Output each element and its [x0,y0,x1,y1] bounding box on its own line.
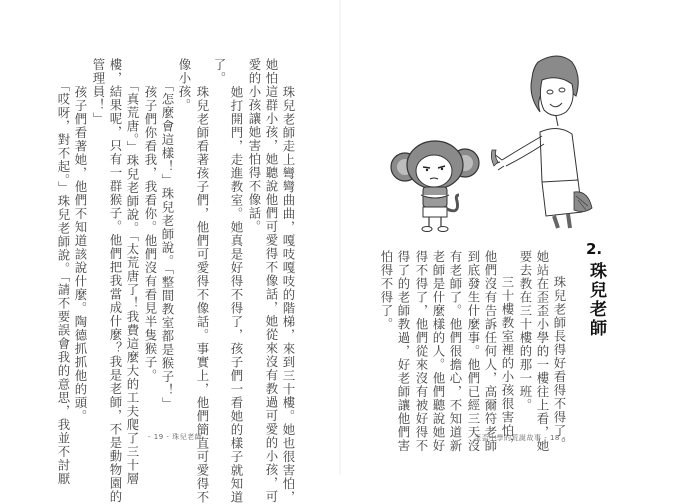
text-column: 得不得了，他們從來沒有被好得不 [414,250,429,453]
text-column: 到底發生什麼事。他們已經三天沒 [466,250,481,453]
text-column: 孩子們看著她，他們不知道該說什麼。陶德抓抓他的頭。 [73,72,88,423]
text-column: 「怎麼會這樣！」珠兒老師說。「整間教室都是猴子！」 [160,72,175,411]
text-column: 管理員！」 [91,58,106,126]
text-column: 珠兒老師走上彎彎曲曲，嘎吱嘎吱的階梯，來到三十樓。她也很害怕， [281,72,296,504]
text-column: 三十樓教室裡的小孩很害怕， [500,262,515,451]
text-column: 孩子們你看我，我看你。他們沒有看見半隻猴子。 [143,72,158,383]
text-column: 珠兒老師長得好看得不得了。 [552,262,567,451]
text-column: 「哎呀，對不起。」珠兒老師說。「請不要誤會我的意思，我並不討厭 [56,72,71,486]
chapter-title: 珠兒老師 [586,262,606,338]
text-column: 她打開門，走進教室。她真是好得不得了，孩子們一看她的樣子就知道 [229,72,244,504]
text-column: 她怕這群小孩，她聽說他們可愛得不像話，她從來沒有教過可愛的小孩，可 [264,58,279,504]
text-column: 愛的小孩讓她害怕得不像話。 [247,58,262,234]
text-column: 樓，結果呢，只有一群猴子。他們把我當成什麼？我是老師，不是動物園的 [108,58,123,504]
chapter-number: 2. [586,240,603,258]
page-footer-left: - 19 - 珠兒老師 [148,433,203,441]
teacher-illustration [488,50,608,230]
page-footer-right: 歪歪小學的荒誕故事 - 18 - [474,434,566,442]
text-column: 他們沒有告訴任何人，高爾符老師 [483,250,498,453]
monkey-child-illustration [385,135,495,235]
text-column: 有老師了。他們很擔心，不知道新 [448,250,463,453]
text-column: 珠兒老師看著孩子們，他們可愛得不像話。事實上，他們簡直可愛得不 [195,72,210,504]
text-column: 了。 [212,58,227,85]
text-column: 怕得不得了。 [379,250,394,331]
text-column: 像小孩。 [177,58,192,112]
text-column: 「真荒唐。」珠兒老師說。「太荒唐了！我費這麼大的工夫爬了三十層 [125,72,140,486]
text-column: 老師是什麼樣的人。他們聽說她好 [431,250,446,453]
text-column: 得了的老師教過，好老師讓他們害 [396,250,411,453]
text-column: 她站在歪歪小學的一樓往上看，她 [535,250,550,453]
text-column: 要去教在三十樓的那一班。 [518,250,533,412]
